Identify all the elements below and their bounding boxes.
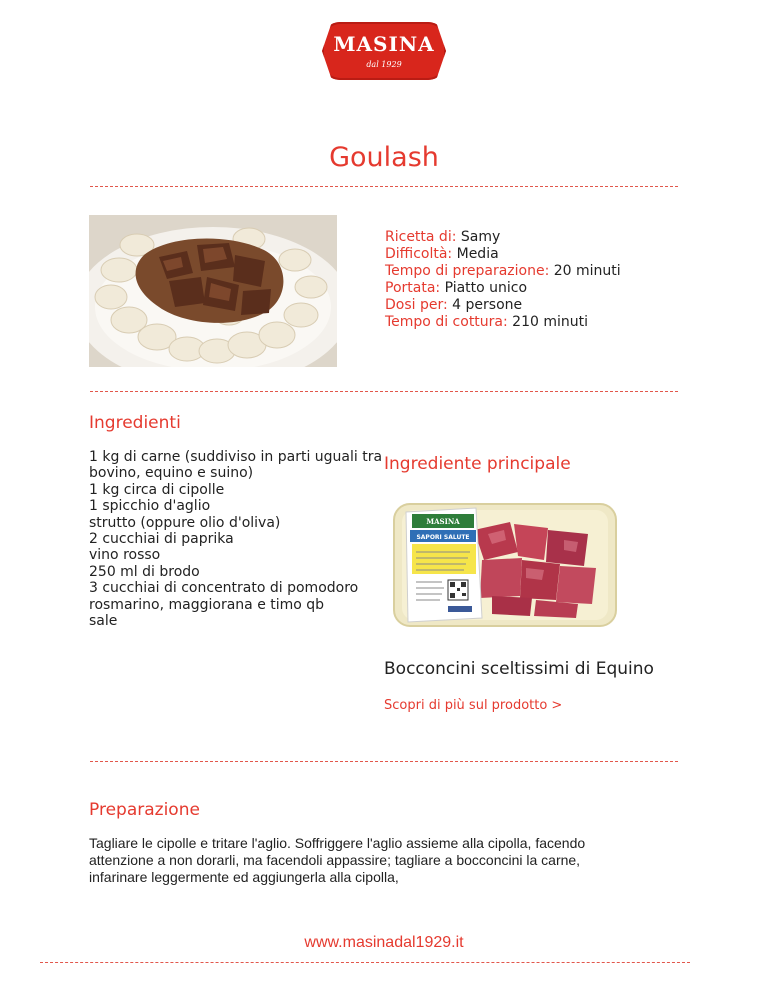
ingredients-list	[89, 449, 385, 629]
divider	[40, 962, 690, 963]
meta-value: Samy	[460, 229, 501, 245]
logo-tagline: dal 1929	[366, 60, 402, 69]
preparation-heading: Preparazione	[89, 800, 200, 820]
ingredient-item: strutto (oppure olio d'oliva)	[89, 514, 281, 531]
meta-row-cook-time	[385, 314, 621, 331]
meta-value: 210 minuti	[512, 314, 588, 330]
footer-website-link[interactable]: www.masinadal1929.it	[304, 934, 464, 951]
brand-logo	[322, 22, 446, 80]
ingredient-item: rosmarino, maggiorana e timo qb	[89, 596, 325, 613]
ingredients-heading: Ingredienti	[89, 413, 181, 433]
package-brand: MASINA	[426, 517, 460, 526]
ingredient-item: 2 cucchiai di paprika	[89, 531, 234, 548]
meta-label: Dosi per:	[385, 297, 448, 313]
divider	[90, 761, 678, 762]
logo-wordmark: MASINA	[333, 32, 435, 56]
ingredient-item: 1 kg di carne (suddiviso in parti uguali tra bovino, equino e suino)	[89, 449, 383, 482]
dish-photo	[89, 215, 337, 367]
meta-row-prep-time	[385, 263, 621, 280]
meta-value: 4 persone	[452, 297, 523, 313]
ingredient-item: sale	[89, 613, 118, 630]
main-ingredient-heading: Ingrediente principale	[384, 454, 571, 474]
recipe-meta	[385, 229, 621, 331]
ingredient-item: 3 cucchiai di concentrato di pomodoro	[89, 580, 359, 597]
meta-row-course	[385, 280, 621, 297]
product-details-link[interactable]: Scopri di più sul prodotto >	[384, 698, 563, 713]
product-photo	[392, 500, 618, 630]
preparation-text: Tagliare le cipolle e tritare l'aglio. Soffriggere l'aglio assieme alla cipolla, facendo attenzione a non dorarli, ma facendoli appassire; tagliare a bocconcini la carne, infarinare leggermente ed aggiungerla alla cipolla,	[89, 835, 586, 885]
meta-row-author	[385, 229, 621, 246]
meta-row-servings	[385, 297, 621, 314]
ingredient-item: 1 spicchio d'aglio	[89, 498, 211, 515]
divider	[90, 186, 678, 187]
meta-value: Media	[456, 246, 499, 262]
recipe-title: Goulash	[329, 142, 439, 173]
package-label: SAPORI SALUTE	[416, 534, 470, 541]
divider	[90, 391, 678, 392]
meta-value: Piatto unico	[444, 280, 528, 296]
ingredient-item: 250 ml di brodo	[89, 563, 200, 580]
meta-label: Difficoltà:	[385, 246, 453, 262]
ingredient-item: 1 kg circa di cipolle	[89, 481, 225, 498]
meta-label: Tempo di preparazione:	[385, 263, 550, 279]
meta-label: Tempo di cottura:	[385, 314, 508, 330]
product-name: Bocconcini sceltissimi di Equino	[384, 659, 654, 679]
meta-label: Ricetta di:	[385, 229, 457, 245]
meta-value: 20 minuti	[553, 263, 621, 279]
meta-row-difficulty	[385, 246, 621, 263]
ingredient-item: vino rosso	[89, 547, 161, 564]
meta-label: Portata:	[385, 280, 441, 296]
